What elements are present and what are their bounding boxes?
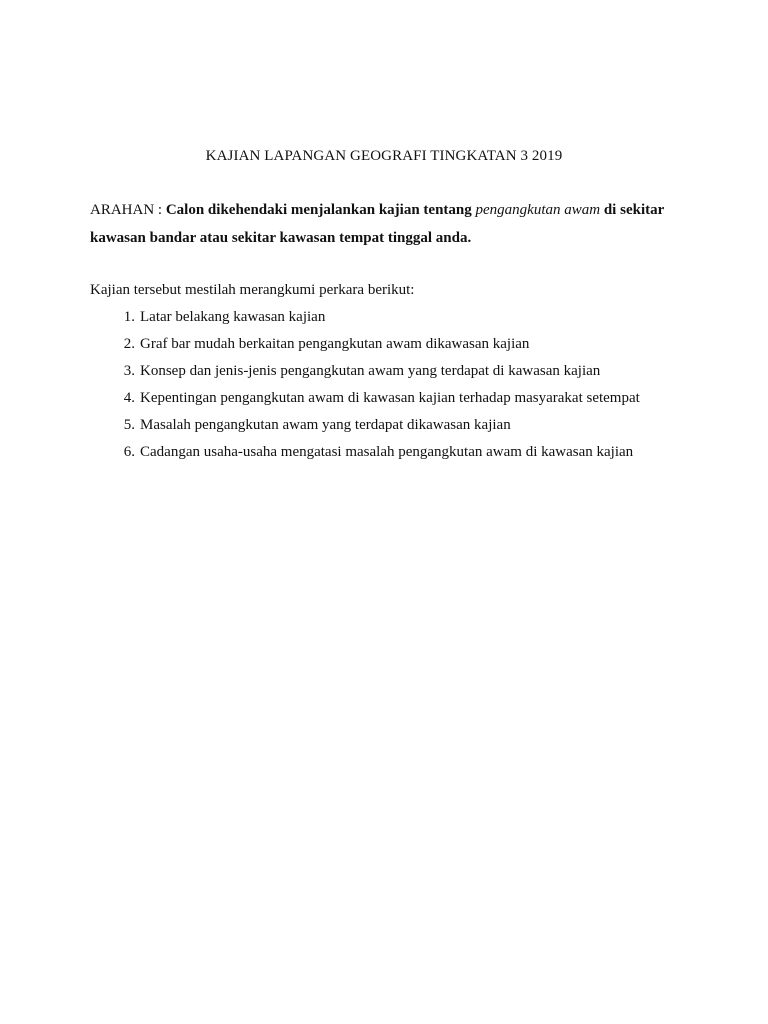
list-item-number: 2. [123, 336, 135, 352]
list-item-number: 4. [123, 390, 135, 406]
list-item [90, 388, 710, 415]
list-item-number: 1. [123, 309, 135, 325]
list-item-text: Cadangan usaha-usaha mengatasi masalah pengangkutan awam di kawasan kajian [140, 444, 634, 460]
list-item-text: Latar belakang kawasan kajian [140, 309, 326, 325]
list-item-text: Masalah pengangkutan awam yang terdapat dikawasan kajian [140, 417, 511, 433]
list-item [90, 307, 710, 334]
list-item [90, 415, 710, 442]
list-item-text: Graf bar mudah berkaitan pengangkutan awam dikawasan kajian [140, 336, 530, 352]
intro-text: Kajian tersebut mestilah merangkumi perkara berikut: [90, 282, 415, 298]
list-item-text: Konsep dan jenis-jenis pengangkutan awam yang terdapat di kawasan kajian [140, 363, 601, 379]
list-item-number: 5. [123, 417, 135, 433]
list-item [90, 334, 710, 361]
list-item [90, 442, 710, 469]
list-item-text: Kepentingan pengangkutan awam di kawasan kajian terhadap masyarakat setempat [140, 390, 640, 406]
document-title: KAJIAN LAPANGAN GEOGRAFI TINGKATAN 3 2019 [205, 148, 563, 164]
list-item [90, 361, 710, 388]
arahan-italic-text: pengangkutan awam [475, 202, 601, 218]
arahan-label: ARAHAN : [90, 202, 166, 218]
arahan-line-2: kawasan bandar atau sekitar kawasan tempat tinggal anda. [90, 230, 472, 246]
list-item-number: 6. [123, 444, 135, 460]
arahan-bold-text-a: Calon dikehendaki menjalankan kajian tentang [165, 202, 476, 218]
requirements-list [90, 307, 710, 469]
arahan-line-1 [90, 200, 690, 220]
list-item-number: 3. [123, 363, 135, 379]
arahan-bold-text-b: di sekitar [600, 202, 665, 218]
